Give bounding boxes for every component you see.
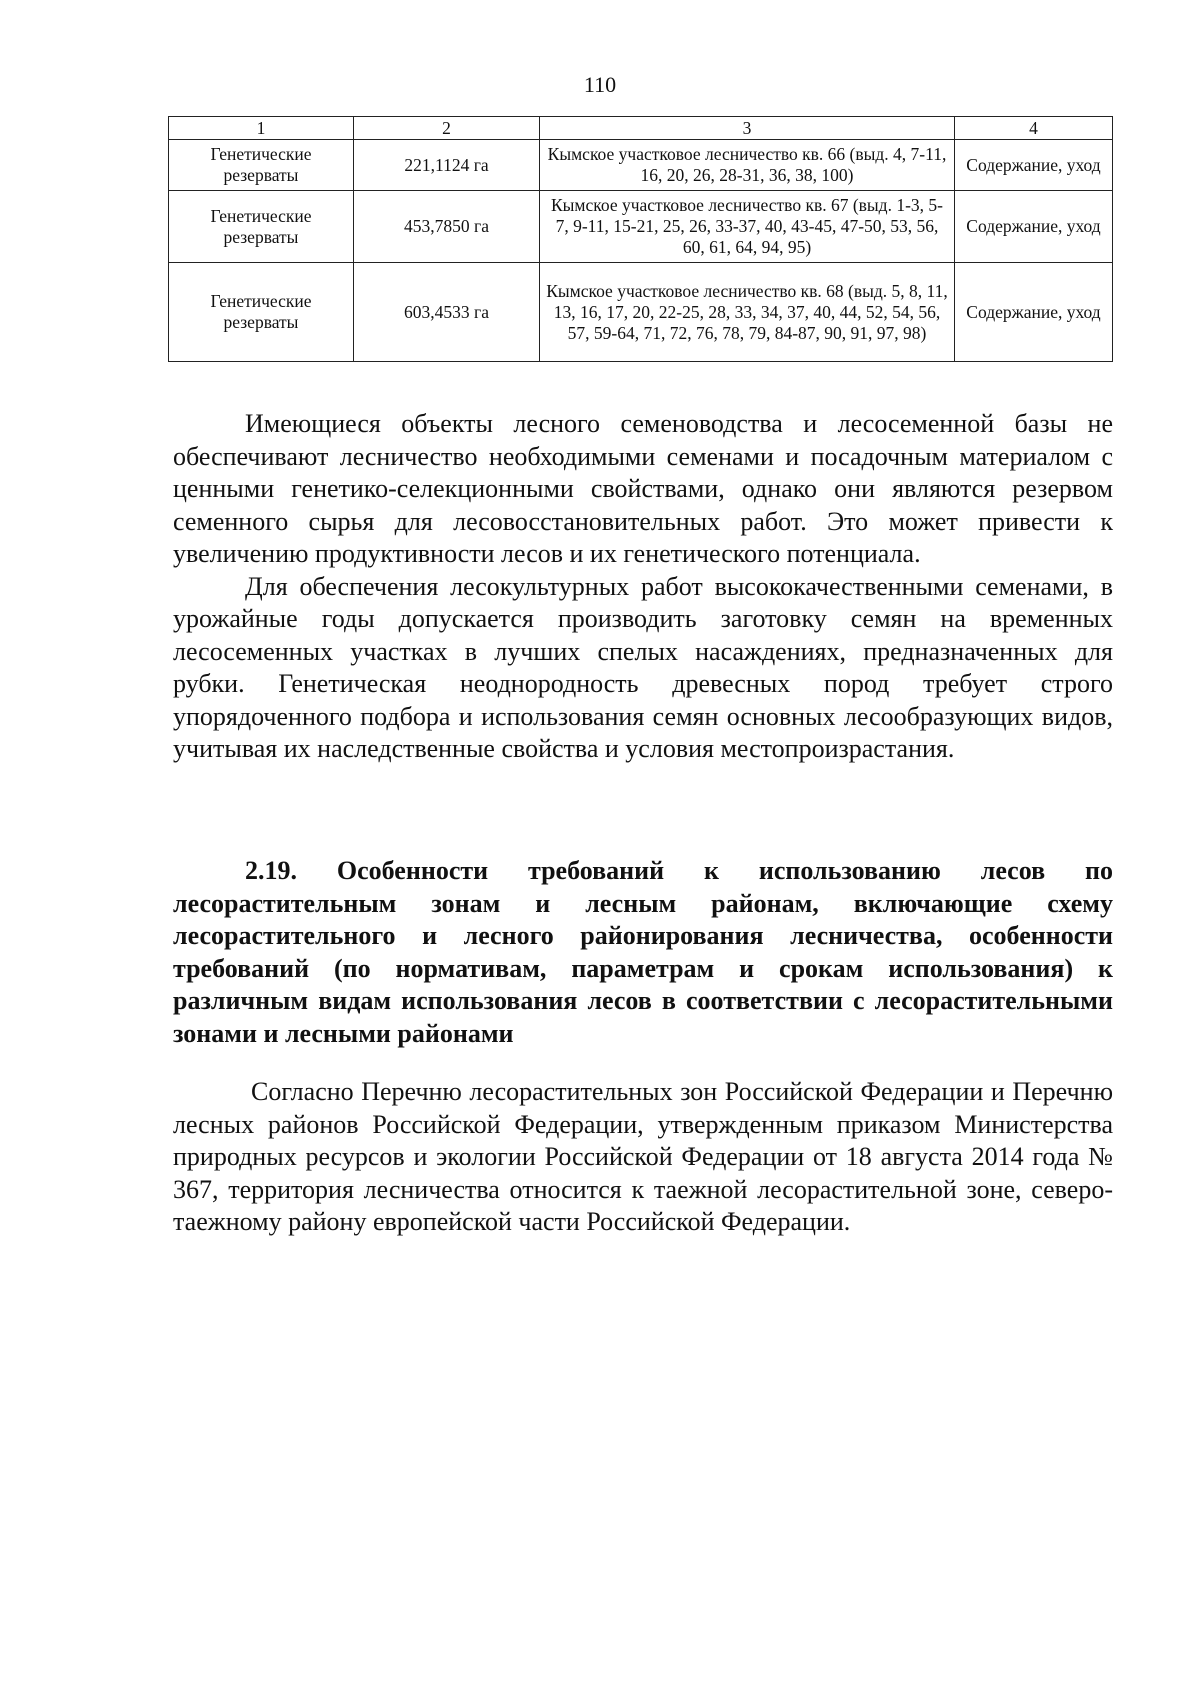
section-heading: 2.19. Особенности требований к использованию лесов по лесорастительным зонам и лесным районам, включающие схему лесорастительного и лесного районирования лесничества, особенности требований (по нормативам, параметрам и срокам использования) к различным видам использования лесов в соответствии с лесорастительными зонами и лесными районами bbox=[173, 856, 1113, 1048]
cell-area: 221,1124 га bbox=[354, 140, 540, 191]
column-number: 1 bbox=[169, 117, 354, 140]
table-row bbox=[169, 140, 1113, 191]
cell-area: 453,7850 га bbox=[354, 191, 540, 263]
table-row bbox=[169, 191, 1113, 263]
cell-location: Кымское участковое лесничество кв. 66 (выд. 4, 7-11, 16, 20, 26, 28-31, 36, 38, 100) bbox=[540, 140, 955, 191]
cell-location: Кымское участковое лесничество кв. 67 (выд. 1-3, 5-7, 9-11, 15-21, 25, 26, 33-37, 40, 43-45, 47-50, 53, 56, 60, 61, 64, 94, 95) bbox=[540, 191, 955, 263]
table-row bbox=[169, 263, 1113, 362]
paragraph-seed-harvesting: Для обеспечения лесокультурных работ высококачественными семенами, в урожайные годы допускается производить заготовку семян на временных лесосеменных участках в лучших спелых насаждениях, предназначенных для рубки. Генетическая неоднородность древесных пород требует строго упорядоченного подбора и использования семян основных лесообразующих видов, учитывая их наследственные свойства и условия местопроизрастания. bbox=[173, 571, 1113, 763]
cell-area: 603,4533 га bbox=[354, 263, 540, 362]
genetic-reserves-table bbox=[168, 116, 1113, 362]
column-number: 4 bbox=[955, 117, 1113, 140]
cell-reserve-type: Генетические резерваты bbox=[169, 191, 354, 263]
table-header-row bbox=[169, 117, 1113, 140]
column-number: 2 bbox=[354, 117, 540, 140]
cell-activity: Содержание, уход bbox=[955, 140, 1113, 191]
body-text bbox=[173, 408, 1113, 766]
cell-location: Кымское участковое лесничество кв. 68 (выд. 5, 8, 11, 13, 16, 17, 20, 22-25, 28, 33, 34, 37, 40, 44, 52, 54, 56, 57, 59-64, 71, 72, 76, 78, 79, 84-87, 90, 91, 97, 98) bbox=[540, 263, 955, 362]
page-number: 110 bbox=[583, 72, 617, 97]
cell-reserve-type: Генетические резерваты bbox=[169, 263, 354, 362]
cell-activity: Содержание, уход bbox=[955, 191, 1113, 263]
cell-activity: Содержание, уход bbox=[955, 263, 1113, 362]
paragraph-forest-zones: Согласно Перечню лесорастительных зон Российской Федерации и Перечню лесных районов Российской Федерации, утвержденным приказом Министерства природных ресурсов и экологии Российской Федерации от 18 августа 2014 года № 367, территория лесничества относится к таежной лесорастительной зоне, северо-таежному району европейской части Российской Федерации. bbox=[173, 1077, 1113, 1236]
closing-text bbox=[173, 1076, 1113, 1239]
column-number: 3 bbox=[540, 117, 955, 140]
paragraph-seed-base: Имеющиеся объекты лесного семеноводства и лесосеменной базы не обеспечивают лесничество необходимыми семенами и посадочным материалом с ценными генетико-селекционными свойствами, однако они являются резервом семенного сырья для лесовосстановительных работ. Это может привести к увеличению продуктивности лесов и их генетического потенциала. bbox=[173, 409, 1113, 568]
cell-reserve-type: Генетические резерваты bbox=[169, 140, 354, 191]
